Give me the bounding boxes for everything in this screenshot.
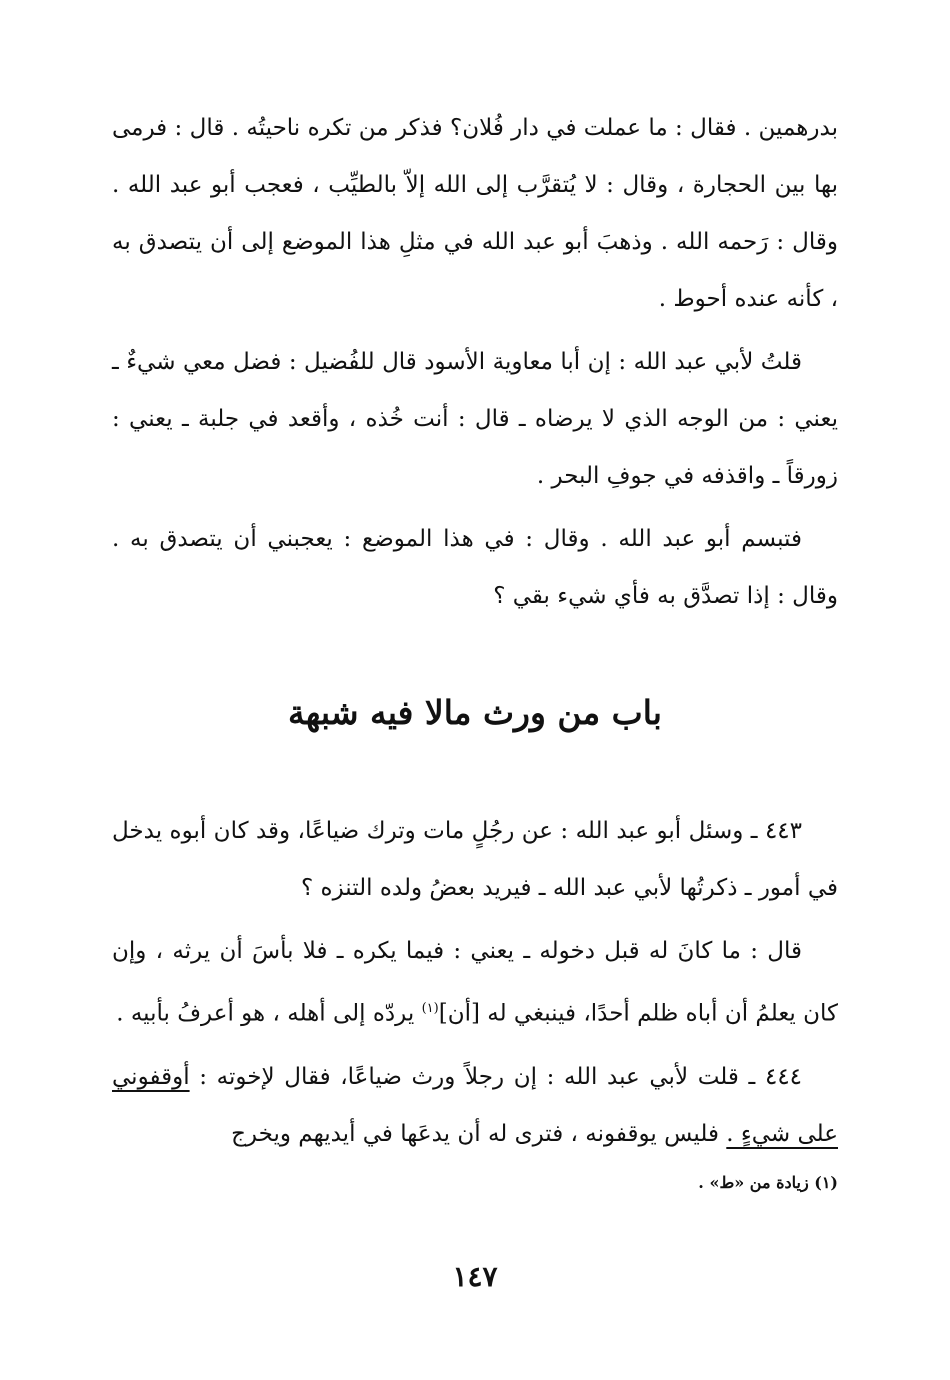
entry-443 bbox=[112, 803, 838, 917]
page-number: ١٤٧ bbox=[452, 1260, 498, 1293]
entry-text: ـ وسئل أبو عبد الله : عن رجُلٍ مات وترك ضياعًا، وقد كان أبوه يدخل في أمور ـ ذكرتُها لأبي عبد الله ـ فيريد بعضُ ولده التنزه ؟ bbox=[112, 818, 838, 901]
paragraph-3: فتبسم أبو عبد الله . وقال : في هذا الموضع : يعجبني أن يتصدق به . وقال : إذا تصدَّق به فأي شيء بقي ؟ bbox=[112, 526, 838, 609]
entry-text-after: فليس يوقفونه ، فترى له أن يدعَها في أيديهم ويخرج bbox=[231, 1120, 727, 1147]
entry-444 bbox=[112, 1049, 838, 1163]
paragraph-2: قلتُ لأبي عبد الله : إن أبا معاوية الأسود قال للفُضيل : فضل معي شيءٌ ـ يعني : من الوجه الذي لا يرضاه ـ قال : أنت خُذه ، وأقعد في جلبة ـ يعني : زورقاً ـ واقذفه في جوفِ البحر . bbox=[112, 349, 838, 489]
entry-text-before: ـ قلت لأبي عبد الله : إن رجلاً ورث ضياعًا، فقال لإخوته : bbox=[199, 1063, 756, 1090]
entry-number: ٤٤٣ bbox=[764, 818, 803, 844]
footnote-ref: (١) bbox=[421, 1001, 439, 1016]
answer-text-after: يردّه إلى أهله ، هو أعرفُ بأبيه . bbox=[116, 1000, 422, 1027]
paragraph-1: بدرهمين . فقال : ما عملت في دار فُلان؟ فذكر من تكره ناحيتُه . قال : فرمى بها بين الحجارة ، وقال : لا يُتقرَّب إلى الله إلاّ بالطيِّب ، فعجب أبو عبد الله . وقال : رَحمه الله . وذهبَ أبو عبد الله في مثلِ هذا الموضع إلى أن يتصدق به ، كأنه عنده أحوط . bbox=[112, 115, 838, 312]
section-heading: باب من ورث مالا فيه شبهة bbox=[288, 693, 662, 732]
footnote: (١) زيادة من «ط» . bbox=[698, 1172, 838, 1192]
entry-number: ٤٤٤ bbox=[764, 1063, 803, 1090]
page-body bbox=[112, 100, 838, 1197]
entry-underlined-text: أوقفوني على شيءٍ . bbox=[112, 1063, 838, 1147]
answer-paragraph bbox=[112, 923, 838, 1043]
answer-text-before: قال : ما كانَ له قبل دخوله ـ يعني : فيما يكره ـ فلا بأسَ أن يرثه ، وإن كان يعلمُ أن أباه ظلم أحدًا، فينبغي له [أن] bbox=[112, 938, 838, 1027]
